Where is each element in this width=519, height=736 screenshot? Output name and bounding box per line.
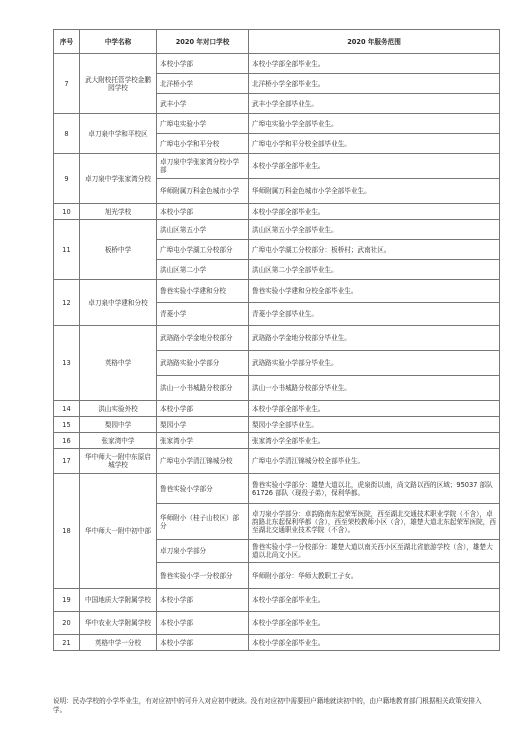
table-row	[54, 204, 500, 220]
row-number: 16	[54, 433, 80, 449]
table-row	[54, 114, 500, 134]
service-scope: 洪山区第五小学全部毕业生。	[249, 220, 500, 240]
service-scope: 广埠屯小学湖工分校部分：板桥村；武南社区。	[249, 240, 500, 260]
primary-school-name: 本校小学部	[157, 635, 249, 651]
middle-school-name: 英格中学一分校	[80, 635, 157, 651]
primary-school-name: 武丰小学	[157, 94, 249, 114]
middle-school-name: 华中师大一附中初中部	[80, 474, 157, 589]
primary-school-name: 洪山区第五小学	[157, 220, 249, 240]
row-number: 17	[54, 449, 80, 474]
primary-school-name: 张家湾小学	[157, 433, 249, 449]
service-scope: 华师附小部分：华师大教职工子女。	[249, 563, 500, 589]
primary-school-name: 青菱小学	[157, 303, 249, 326]
service-scope: 本校小学部全部毕业生。	[249, 612, 500, 635]
row-number: 14	[54, 401, 80, 417]
footnote: 说明：民办学校的小学毕业生，有对应初中的可升入对应初中就读。没有对应初中需要回户籍地就读初中的，由户籍地教育部门根据相关政策安排入学。	[53, 697, 482, 714]
middle-school-name: 卓刀泉中学建和分校	[80, 280, 157, 326]
primary-school-name: 本校小学部	[157, 401, 249, 417]
service-scope: 洪山一小书城路分校部分毕业生。	[249, 376, 500, 401]
row-number: 9	[54, 154, 80, 204]
primary-school-name: 武珞路实验小学部分	[157, 351, 249, 376]
primary-school-name: 广埠屯小学湖工分校部分	[157, 240, 249, 260]
header-cell: 2020 年对口学校	[157, 30, 249, 54]
primary-school-name: 梨园小学	[157, 417, 249, 433]
middle-school-name: 卓刀泉中学张家湾分校	[80, 154, 157, 204]
middle-school-name: 英格中学	[80, 326, 157, 401]
primary-school-name: 洪山一小书城路分校部分	[157, 376, 249, 401]
primary-school-name: 洪山区第二小学	[157, 260, 249, 280]
primary-school-name: 卓刀泉中学张家湾分校小学部	[157, 154, 249, 179]
row-number: 15	[54, 417, 80, 433]
service-scope: 本校小学部全部毕业生。	[249, 154, 500, 179]
middle-school-name: 板桥中学	[80, 220, 157, 280]
table-row	[54, 54, 500, 74]
row-number: 20	[54, 612, 80, 635]
primary-school-name: 本校小学部	[157, 589, 249, 612]
middle-school-name: 卓刀泉中学和平校区	[80, 114, 157, 154]
row-number: 8	[54, 114, 80, 154]
service-scope: 广埠屯实验小学全部毕业生。	[249, 114, 500, 134]
primary-school-name: 本校小学部	[157, 204, 249, 220]
row-number: 13	[54, 326, 80, 401]
primary-school-name: 鲁巷实验小学建和分校	[157, 280, 249, 303]
school-assignment-table	[53, 29, 500, 651]
service-scope: 鲁巷实验小学一分校部分：雄楚大道以南关西小区至湖北省旅游学校（含），雄楚大道以北尚文小区。	[249, 540, 500, 563]
table-row	[54, 612, 500, 635]
table-row	[54, 449, 500, 474]
primary-school-name: 华师附小（桂子山校区）部分	[157, 504, 249, 540]
service-scope: 广埠屯小学和平分校全部毕业生。	[249, 134, 500, 154]
table-row	[54, 433, 500, 449]
middle-school-name: 旭光学校	[80, 204, 157, 220]
primary-school-name: 广埠屯实验小学	[157, 114, 249, 134]
table-row	[54, 417, 500, 433]
row-number: 12	[54, 280, 80, 326]
service-scope: 华师附属万科金色城市小学全部毕业生。	[249, 179, 500, 204]
service-scope: 广埠屯小学清江锦城分校全部毕业生。	[249, 449, 500, 474]
table-row	[54, 280, 500, 303]
row-number: 10	[54, 204, 80, 220]
table-row	[54, 589, 500, 612]
table-row	[54, 401, 500, 417]
service-scope: 武珞路小学金地分校部分毕业生。	[249, 326, 500, 351]
header-cell: 序号	[54, 30, 80, 54]
table-row	[54, 474, 500, 504]
service-scope: 青菱小学全部毕业生。	[249, 303, 500, 326]
service-scope: 本校小学部全部毕业生。	[249, 204, 500, 220]
table-row	[54, 220, 500, 240]
service-scope: 卓刀泉小学部分：卓韵路南东起荣军医院，西至湖北交通技术职业学院（不含），卓韵路北东起保利华都（含），西至荣校教师小区（含），雄楚大道北东起荣军医院，西至湖北交通职业技术学院（不含）。	[249, 504, 500, 540]
row-number: 18	[54, 474, 80, 589]
service-scope: 本校小学部全部毕业生。	[249, 635, 500, 651]
header-cell: 中学名称	[80, 30, 157, 54]
middle-school-name: 梨园中学	[80, 417, 157, 433]
primary-school-name: 本校小学部	[157, 54, 249, 74]
table-body	[54, 54, 500, 651]
table-row	[54, 326, 500, 351]
primary-school-name: 武珞路小学金地分校部分	[157, 326, 249, 351]
primary-school-name: 本校小学部	[157, 612, 249, 635]
table-header-row	[54, 30, 500, 54]
middle-school-name: 华中师大一附中东原启城学校	[80, 449, 157, 474]
middle-school-name: 武大附校托管学校金鹏园学校	[80, 54, 157, 114]
middle-school-name: 张家湾中学	[80, 433, 157, 449]
primary-school-name: 鲁巷实验小学一分校部分	[157, 563, 249, 589]
primary-school-name: 卓刀泉小学部分	[157, 540, 249, 563]
service-scope: 北洋桥小学全部毕业生。	[249, 74, 500, 94]
middle-school-name: 中国地质大学附属学校	[80, 589, 157, 612]
header-cell: 2020 年服务范围	[249, 30, 500, 54]
primary-school-name: 广埠屯小学和平分校	[157, 134, 249, 154]
row-number: 21	[54, 635, 80, 651]
service-scope: 张家湾小学全部毕业生。	[249, 433, 500, 449]
row-number: 11	[54, 220, 80, 280]
service-scope: 武珞路实验小学部分毕业生。	[249, 351, 500, 376]
primary-school-name: 华师附属万科金色城市小学	[157, 179, 249, 204]
middle-school-name: 洪山实验外校	[80, 401, 157, 417]
table-row	[54, 154, 500, 179]
service-scope: 洪山区第二小学全部毕业生。	[249, 260, 500, 280]
table-row	[54, 635, 500, 651]
row-number: 7	[54, 54, 80, 114]
service-scope: 鲁巷实验小学建和分校全部毕业生。	[249, 280, 500, 303]
service-scope: 本校小学部全部毕业生。	[249, 589, 500, 612]
middle-school-name: 华中农业大学附属学校	[80, 612, 157, 635]
service-scope: 鲁巷实验小学部分：雄楚大道以北，虎泉街以南，尚文路以西的区域；95037 部队 61726 部队（现役子弟），保利华都。	[249, 474, 500, 504]
row-number: 19	[54, 589, 80, 612]
service-scope: 本校小学部全部毕业生。	[249, 401, 500, 417]
service-scope: 本校小学部全部毕业生。	[249, 54, 500, 74]
primary-school-name: 广埠屯小学清江锦城分校	[157, 449, 249, 474]
service-scope: 梨园小学全部毕业生。	[249, 417, 500, 433]
service-scope: 武丰小学全部毕业生。	[249, 94, 500, 114]
primary-school-name: 北洋桥小学	[157, 74, 249, 94]
primary-school-name: 鲁巷实验小学部分	[157, 474, 249, 504]
